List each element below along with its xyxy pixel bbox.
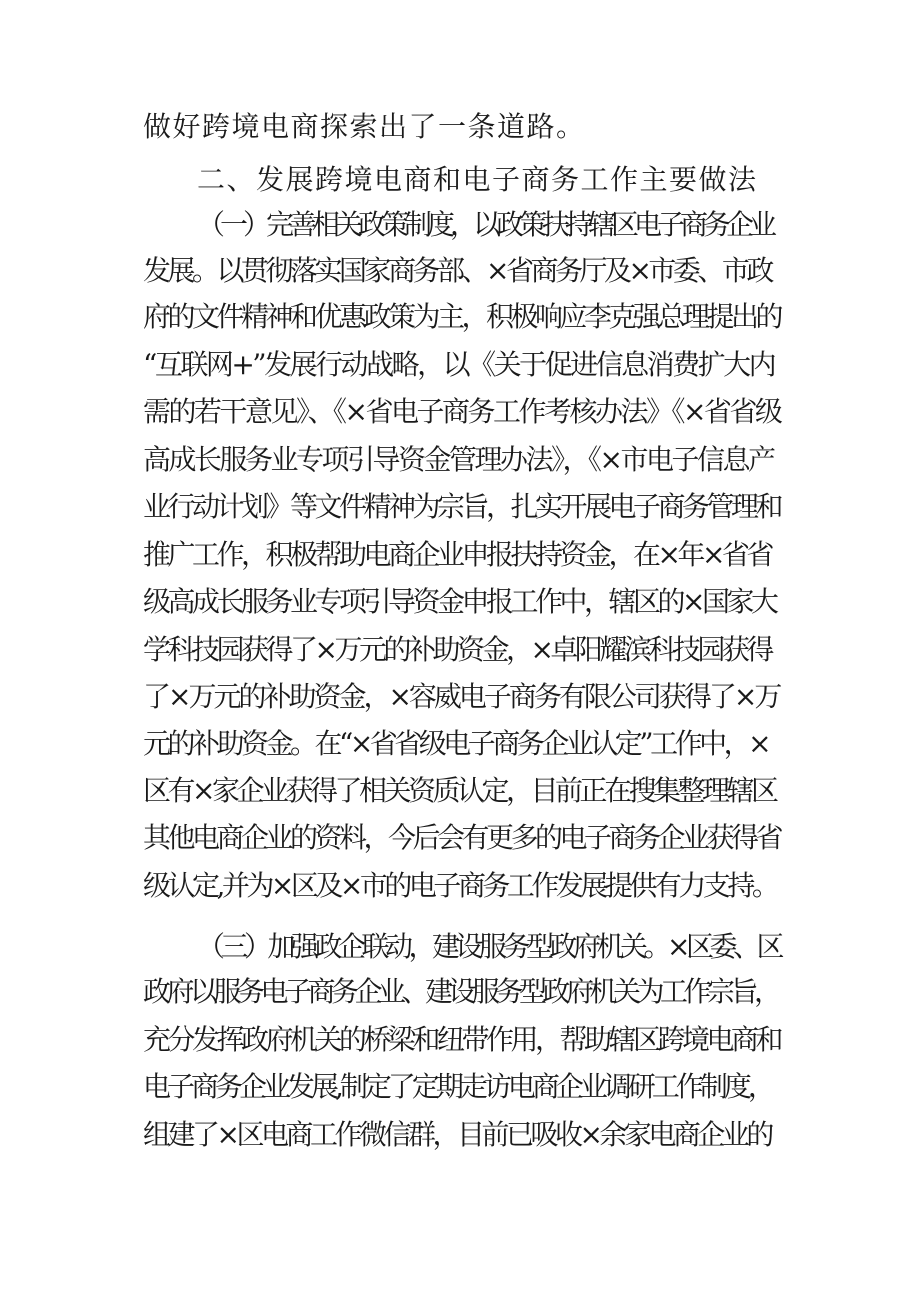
text-line: 级高成长服务业专项引导资金申报工作中，辖区的×国家大 (143, 585, 776, 618)
text-line: 高成长服务业专项引导资金管理办法》，《×市电子信息产 (143, 443, 774, 476)
text-line: “互联网+”发展行动战略，以《关于促进信息消费扩大内 (143, 348, 775, 381)
text-line: 了×万元的补助资金，×容威电子商务有限公司获得了×万 (143, 680, 780, 713)
text-line: 其他电商企业的资料，今后会有更多的电子商务企业获得省 (143, 821, 781, 854)
text-line: 需的若干意见》、《×省电子商务工作考核办法》《×省省级 (143, 395, 781, 428)
subsection-heading: （三）加强政企联动，建设服务型政府机关。×区委、区 (197, 930, 780, 963)
text-line: 元的补助资金。在“×省省级电子商务企业认定”工作中，× (143, 727, 769, 760)
text-line: 充分发挥政府机关的桥梁和纽带作用，帮助辖区跨境电商和 (143, 1023, 781, 1056)
text-line: 政府以服务电子商务企业、建设服务型政府机关为工作宗旨， (143, 975, 778, 1008)
text-line: 做好跨境电商探索出了一条道路。 (143, 110, 586, 143)
text-line: 府的文件精神和优惠政策为主，积极响应李克强总理提出的 (143, 300, 781, 333)
text-line: 级认定,并为×区及×市的电子商务工作发展提供有力支持。 (143, 869, 777, 902)
section-heading: 二、发展跨境电商和电子商务工作主要做法 (197, 163, 758, 196)
text-line: 发展。以贯彻落实国家商务部、×省商务厅及×市委、市政 (143, 254, 771, 287)
text-line: 推广工作，积极帮助电商企业申报扶持资金，在×年×省省 (143, 538, 771, 571)
text-line: 电子商务企业发展,制定了定期走访电商企业调研工作制度， (143, 1070, 772, 1103)
text-line: 学科技园获得了×万元的补助资金，×卓阳耀滨科技园获得 (143, 633, 771, 666)
text-line: 业行动计划》等文件精神为宗旨，扎实开展电子商务管理和 (143, 490, 781, 523)
text-line: 组建了×区电商工作微信群，目前已吸收×余家电商企业的 (143, 1118, 771, 1151)
subsection-heading: （一）完善相关政策制度，以政策扶持辖区电子商务企业 (197, 208, 773, 241)
text-line: 区有×家企业获得了相关资质认定，目前正在搜集整理辖区 (143, 774, 776, 807)
